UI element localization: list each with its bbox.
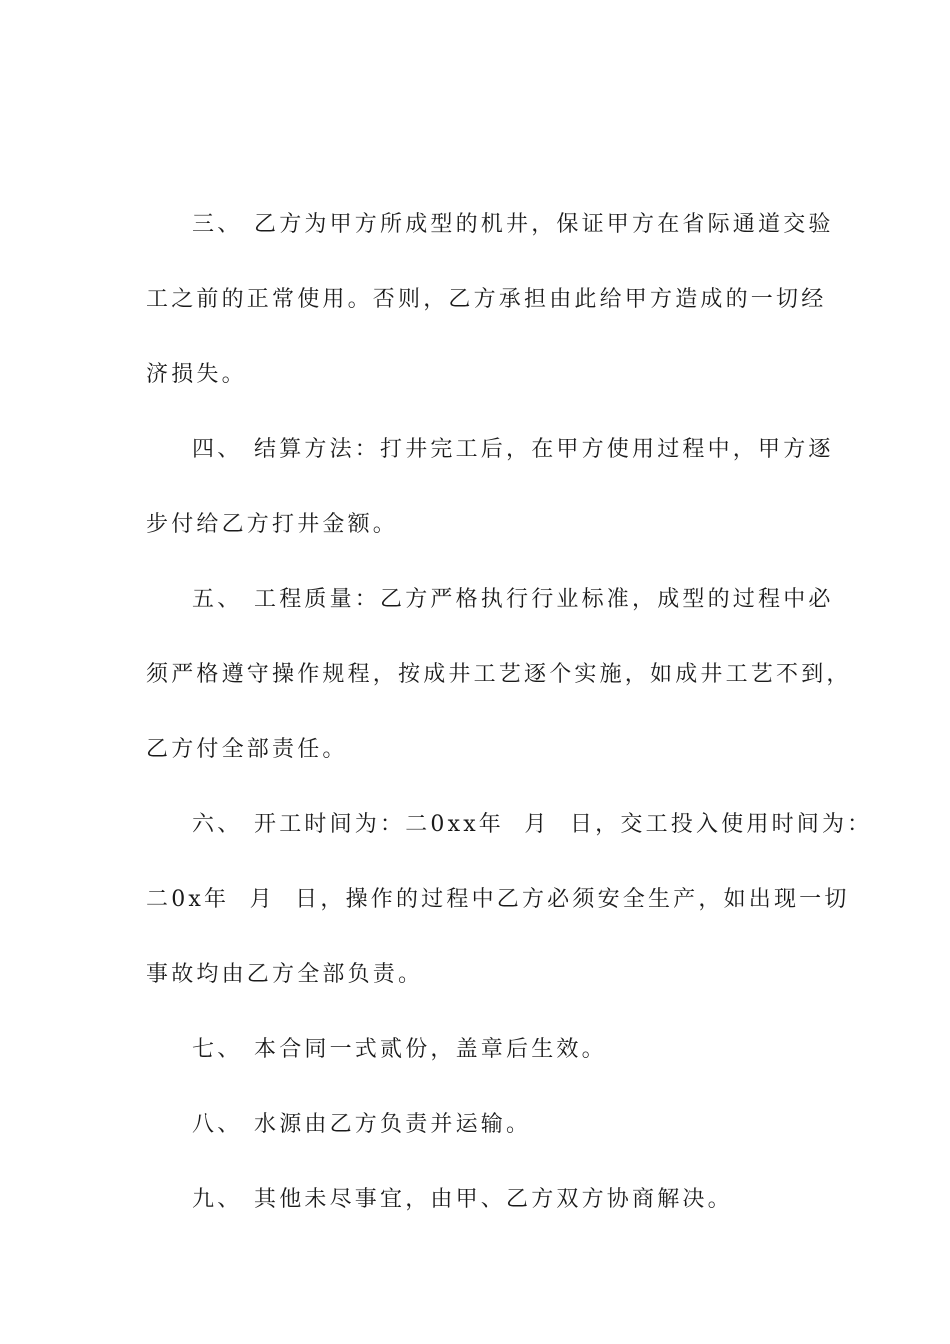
clause-8-number: 八、 (192, 1112, 243, 1137)
clause-7-line-1 (0, 1030, 950, 1070)
clause-5-text: 工程质量：乙方严格执行行业标准，成型的过程中必 (254, 587, 834, 612)
clause-3-line-3: 济损失。 (146, 362, 247, 387)
clause-5-number: 五、 (192, 587, 243, 612)
clause-6-text: 开工时间为：二0xx年 月 日，交工投入使用时间为： (254, 812, 873, 837)
clause-6-line-3: 事故均由乙方全部负责。 (146, 962, 424, 987)
clause-7-number: 七、 (192, 1037, 243, 1062)
clause-9-line-1 (0, 1180, 950, 1220)
clause-7-text: 本合同一式贰份，盖章后生效。 (254, 1037, 607, 1062)
clause-4-text: 结算方法：打井完工后，在甲方使用过程中，甲方逐 (254, 437, 834, 462)
clause-6-line-2: 二0x年 月 日，操作的过程中乙方必须安全生产，如出现一切 (146, 887, 850, 912)
clause-3-line-1 (0, 205, 950, 245)
clause-3-line-2: 工之前的正常使用。否则，乙方承担由此给甲方造成的一切经 (146, 287, 827, 312)
clause-5-line-3: 乙方付全部责任。 (146, 737, 348, 762)
clause-4-number: 四、 (192, 437, 243, 462)
clause-3-text: 乙方为甲方所成型的机井，保证甲方在省际通道交验 (254, 212, 834, 237)
clause-6-line-1 (0, 805, 950, 845)
clause-6-number: 六、 (192, 812, 243, 837)
clause-5-line-2: 须严格遵守操作规程，按成井工艺逐个实施，如成井工艺不到， (146, 662, 852, 687)
clause-8-text: 水源由乙方负责并运输。 (254, 1112, 532, 1137)
clause-4-line-1 (0, 430, 950, 470)
clause-5-line-1 (0, 580, 950, 620)
clause-8-line-1 (0, 1105, 950, 1145)
clause-4-line-2: 步付给乙方打井金额。 (146, 512, 399, 537)
clause-9-text: 其他未尽事宜，由甲、乙方双方协商解决。 (254, 1187, 733, 1212)
clause-3-number: 三、 (192, 212, 243, 237)
clause-9-number: 九、 (192, 1187, 243, 1212)
